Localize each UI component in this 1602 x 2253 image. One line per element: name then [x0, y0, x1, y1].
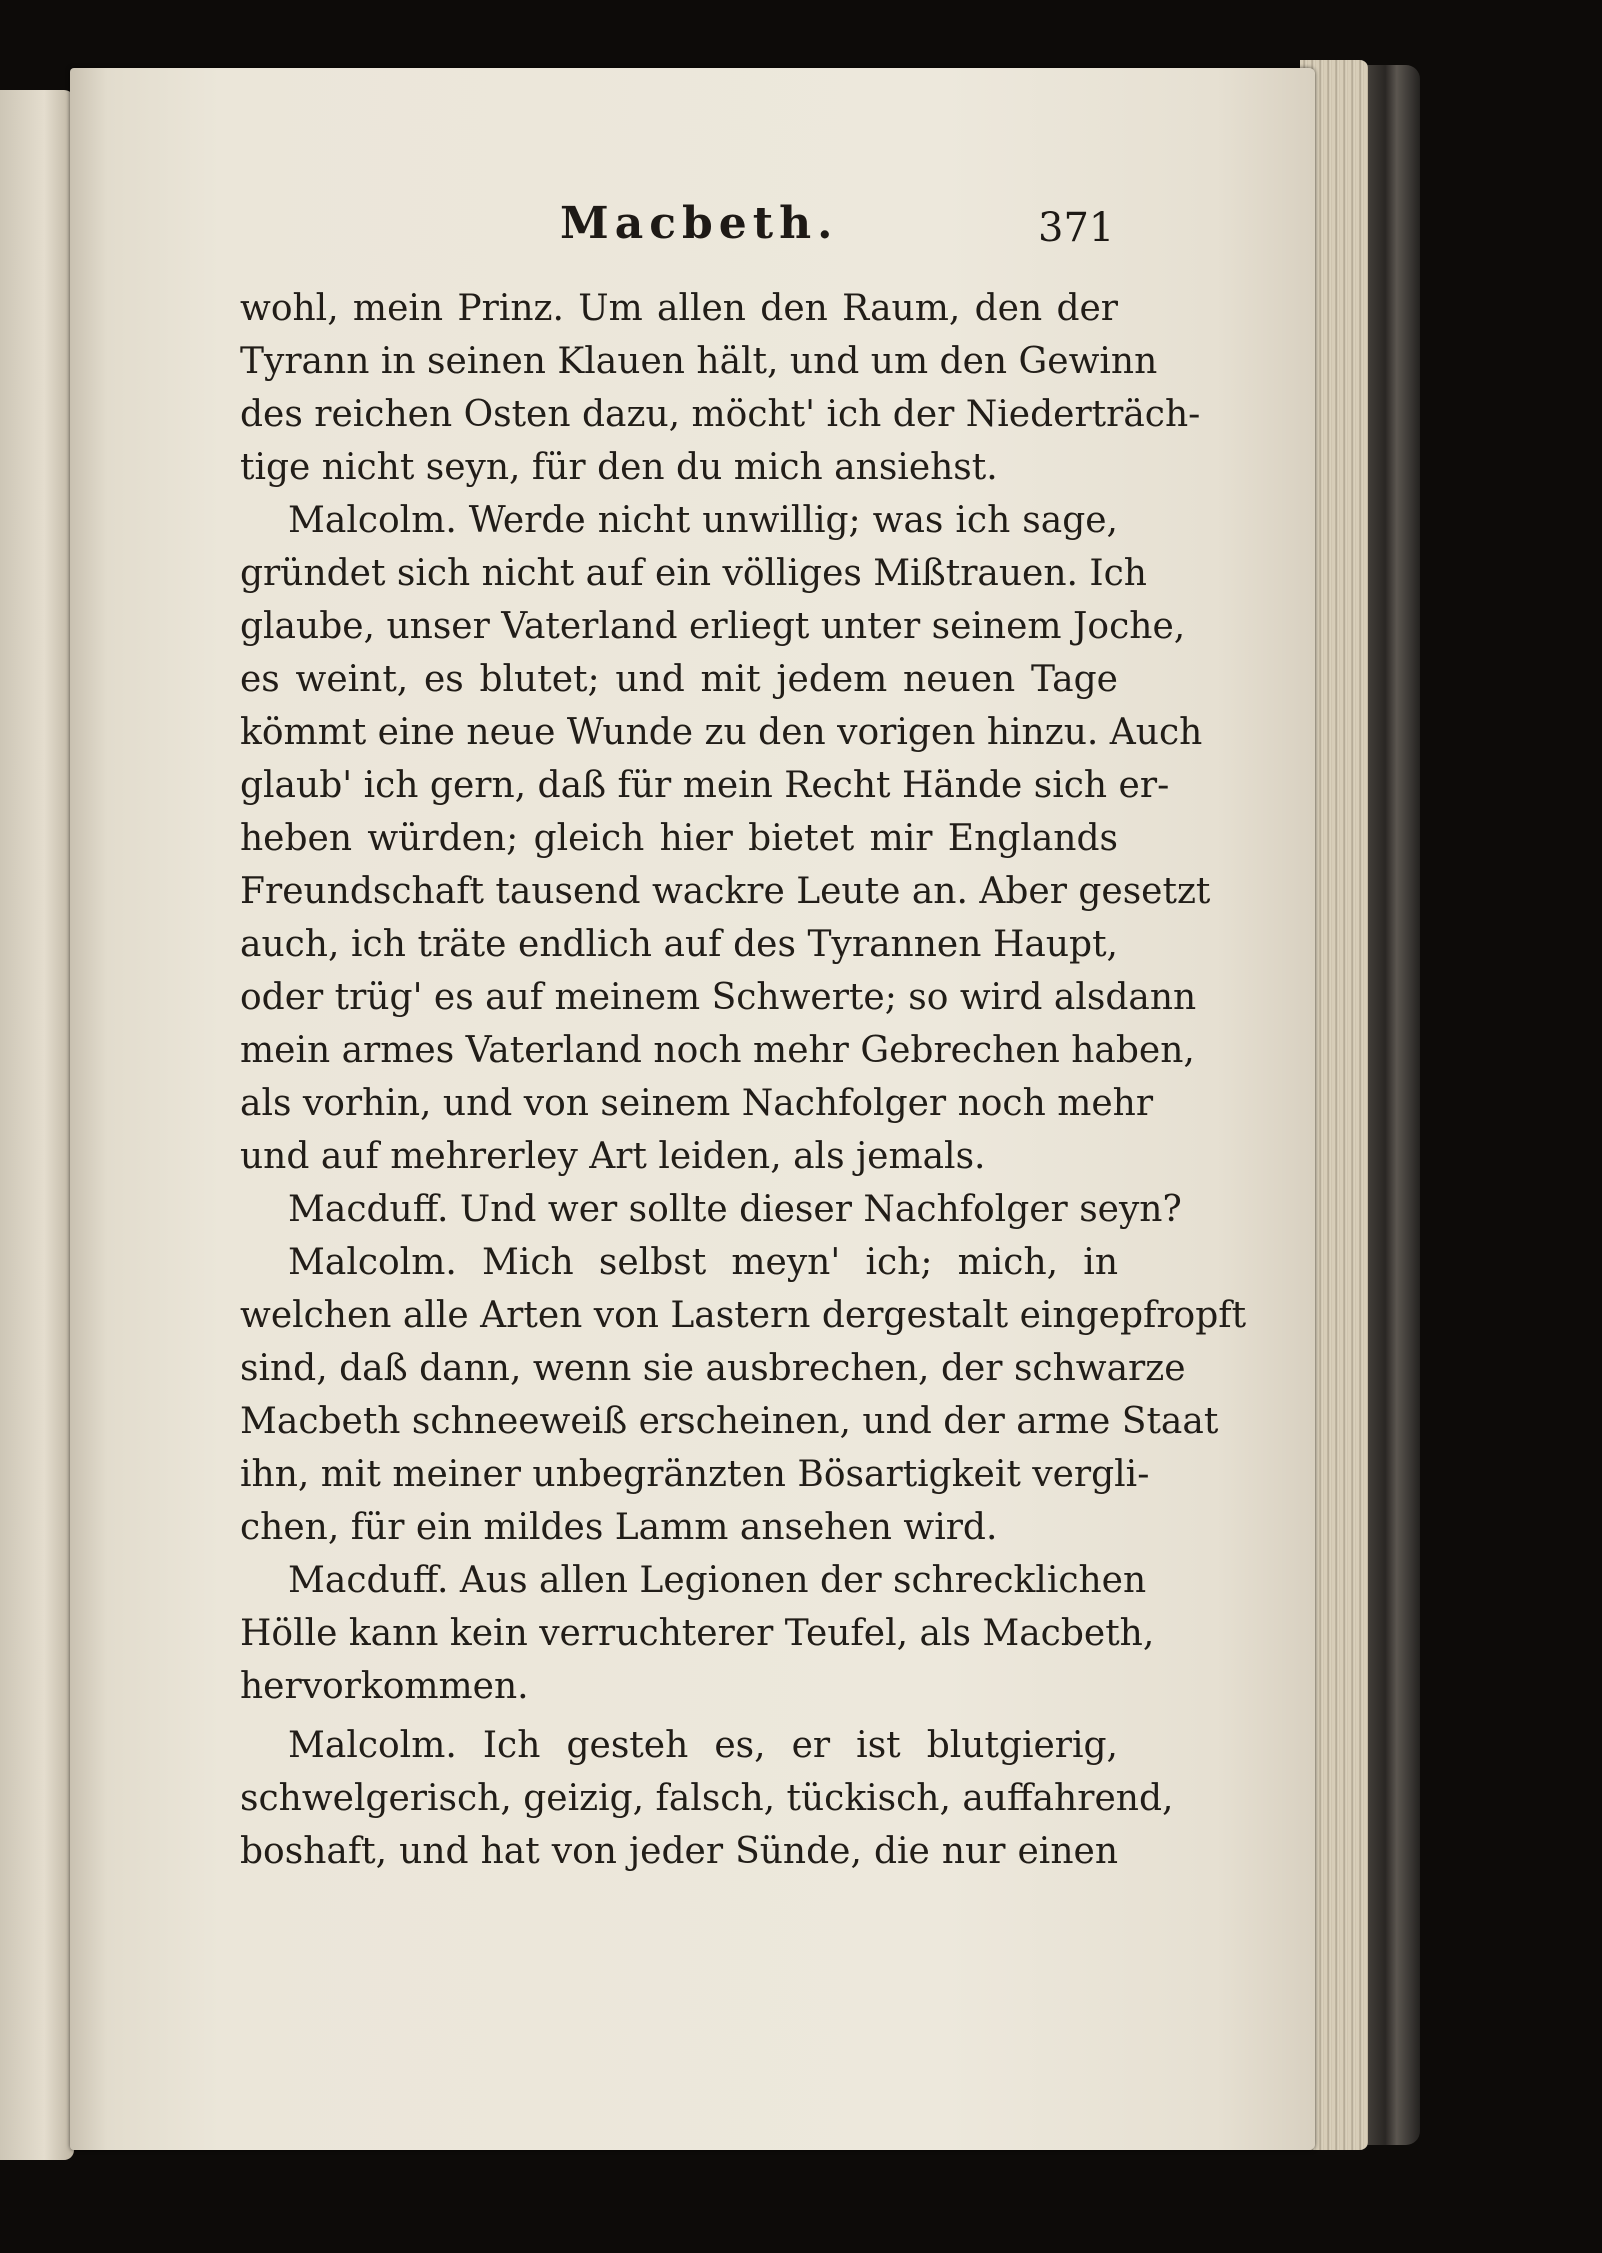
speech-line: Macduff. Aus allen Legionen der schrecklichen: [288, 1560, 1147, 1601]
text-line: schwelgerisch, geizig, falsch, tückisch, auffahrend,: [240, 1778, 1174, 1819]
text-line: Freundschaft tausend wackre Leute an. Aber gesetzt: [240, 871, 1211, 912]
text-line: ihn, mit meiner unbegränzten Bösartigkeit vergli-: [240, 1454, 1150, 1495]
page-number: 371: [1038, 205, 1115, 251]
text-line: Hölle kann kein verruchterer Teufel, als Macbeth,: [240, 1613, 1155, 1654]
speech-line: Malcolm. Mich selbst meyn' ich; mich, in: [288, 1242, 1118, 1283]
book-cover-edge: [1362, 65, 1420, 2145]
text-line: sind, daß dann, wenn sie ausbrechen, der schwarze: [240, 1348, 1186, 1389]
text-line: welchen alle Arten von Lastern dergestalt eingepfropft: [240, 1295, 1247, 1336]
speech-line: Malcolm. Ich gesteh es, er ist blutgierig,: [288, 1725, 1118, 1766]
text-line: heben würden; gleich hier bietet mir Englands: [240, 818, 1118, 859]
text-line: als vorhin, und von seinem Nachfolger noch mehr: [240, 1083, 1154, 1124]
body-text: [240, 282, 1247, 1878]
text-line: hervorkommen.: [240, 1666, 529, 1707]
text-line: boshaft, und hat von jeder Sünde, die nur einen: [240, 1831, 1118, 1872]
speech-line: Macduff. Und wer sollte dieser Nachfolger seyn?: [288, 1189, 1182, 1230]
text-line: es weint, es blutet; und mit jedem neuen Tage: [240, 659, 1118, 700]
text-line: mein armes Vaterland noch mehr Gebrechen haben,: [240, 1030, 1195, 1071]
text-line: glaube, unser Vaterland erliegt unter seinem Joche,: [240, 606, 1186, 647]
left-page-edge: [0, 90, 74, 2160]
text-line: Tyrann in seinen Klauen hält, und um den Gewinn: [240, 341, 1158, 382]
text-line: glaub' ich gern, daß für mein Recht Hände sich er-: [240, 765, 1170, 806]
text-line: tige nicht seyn, für den du mich ansiehst.: [240, 447, 998, 488]
text-line: wohl, mein Prinz. Um allen den Raum, den der: [240, 288, 1118, 329]
text-line: auch, ich träte endlich auf des Tyrannen Haupt,: [240, 924, 1118, 965]
text-line: oder trüg' es auf meinem Schwerte; so wird alsdann: [240, 977, 1197, 1018]
text-line: gründet sich nicht auf ein völliges Mißtrauen. Ich: [240, 553, 1147, 594]
text-line: des reichen Osten dazu, möcht' ich der Niederträch-: [240, 394, 1201, 435]
text-line: chen, für ein mildes Lamm ansehen wird.: [240, 1507, 998, 1548]
text-line: und auf mehrerley Art leiden, als jemals.: [240, 1136, 986, 1177]
running-head: Macbeth.: [560, 198, 839, 249]
text-line: kömmt eine neue Wunde zu den vorigen hinzu. Auch: [240, 712, 1203, 753]
speech-line: Malcolm. Werde nicht unwillig; was ich sage,: [288, 500, 1118, 541]
text-line: Macbeth schneeweiß erscheinen, und der arme Staat: [240, 1401, 1219, 1442]
